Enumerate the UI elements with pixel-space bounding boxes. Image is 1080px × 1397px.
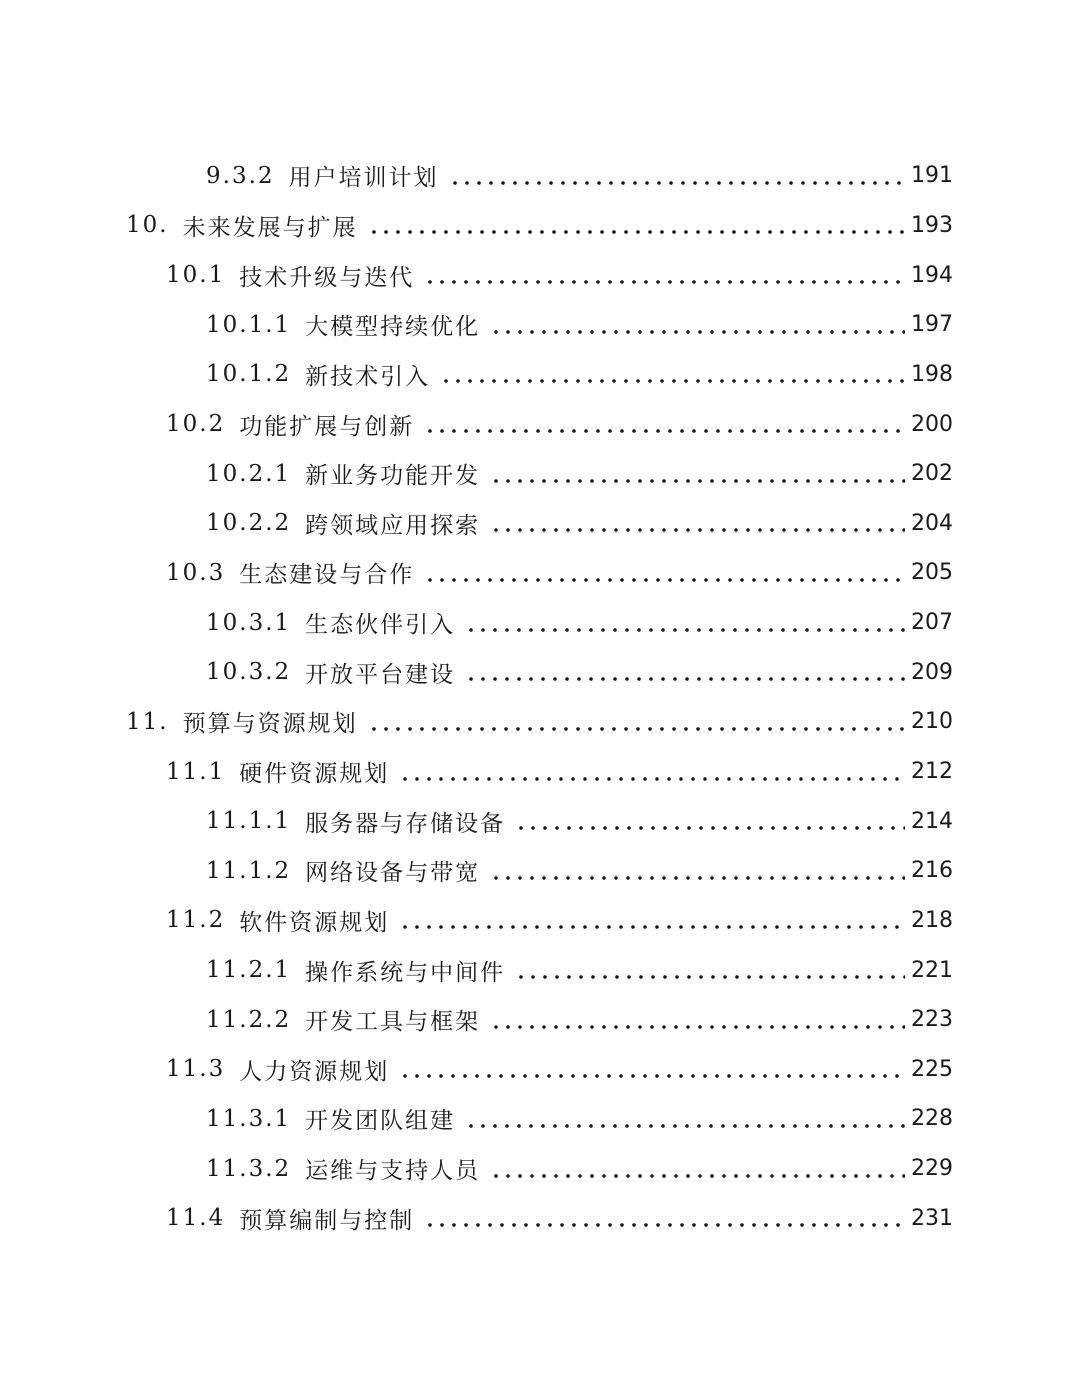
toc-entry-number: 11.1 xyxy=(166,758,226,785)
toc-entry[interactable] xyxy=(0,995,1080,1045)
dot-leader xyxy=(424,264,905,288)
toc-entry-page: 225 xyxy=(911,1056,953,1082)
toc-entry[interactable] xyxy=(0,598,1080,648)
dot-leader xyxy=(440,363,905,387)
toc-entry-number: 10. xyxy=(126,212,169,239)
toc-entry[interactable] xyxy=(0,498,1080,548)
dot-leader xyxy=(515,959,905,983)
toc-entry[interactable] xyxy=(0,350,1080,400)
dot-leader xyxy=(490,860,905,884)
toc-entry-title: 大模型持续优化 xyxy=(305,314,481,341)
dot-leader xyxy=(490,463,905,487)
toc-entry-title: 人力资源规划 xyxy=(239,1058,390,1085)
toc-entry-number: 11.3.2 xyxy=(206,1155,292,1182)
toc-entry[interactable] xyxy=(0,697,1080,747)
dot-leader xyxy=(368,711,905,735)
table-of-contents xyxy=(0,151,1080,1243)
toc-entry-page: 212 xyxy=(911,759,953,784)
toc-entry[interactable] xyxy=(0,1045,1080,1095)
dot-leader xyxy=(449,165,905,189)
toc-entry[interactable] xyxy=(0,896,1080,946)
toc-entry-page: 209 xyxy=(911,659,953,685)
toc-entry-number: 10.3.1 xyxy=(206,609,292,636)
toc-entry-number: 10.3 xyxy=(166,559,226,586)
dot-leader xyxy=(424,562,905,586)
toc-entry-title: 网络设备与带宽 xyxy=(305,860,481,887)
toc-entry-page: 231 xyxy=(911,1205,953,1231)
toc-entry-page: 229 xyxy=(911,1156,953,1182)
toc-entry-title: 运维与支持人员 xyxy=(305,1158,481,1185)
toc-entry-title: 跨领域应用探索 xyxy=(305,512,481,539)
toc-entry-page: 228 xyxy=(911,1106,953,1132)
dot-leader xyxy=(424,413,905,437)
toc-entry-page: 205 xyxy=(911,560,953,586)
toc-entry-number: 11.2 xyxy=(166,907,226,934)
toc-entry[interactable] xyxy=(0,250,1080,300)
dot-leader xyxy=(465,1108,905,1132)
toc-entry-page: 194 xyxy=(911,262,953,288)
dot-leader xyxy=(399,761,905,785)
toc-entry-number: 10.2.1 xyxy=(206,460,292,487)
toc-entry[interactable] xyxy=(0,647,1080,697)
toc-entry-title: 预算编制与控制 xyxy=(239,1207,415,1234)
toc-entry[interactable] xyxy=(0,449,1080,499)
dot-leader xyxy=(490,512,905,536)
toc-entry-title: 软件资源规划 xyxy=(239,909,390,936)
toc-entry-number: 10.1 xyxy=(166,262,226,289)
toc-entry-number: 10.3.2 xyxy=(206,659,292,686)
dot-leader xyxy=(465,612,905,636)
toc-entry-page: 204 xyxy=(911,510,953,536)
dot-leader xyxy=(368,214,905,238)
dot-leader xyxy=(424,1207,905,1231)
toc-entry-page: 193 xyxy=(911,212,953,238)
toc-entry[interactable] xyxy=(0,548,1080,598)
dot-leader xyxy=(490,1009,905,1033)
toc-entry-number: 11.4 xyxy=(166,1205,226,1232)
toc-entry-page: 191 xyxy=(911,163,953,189)
toc-entry-page: 218 xyxy=(911,907,953,933)
toc-entry-title: 用户培训计划 xyxy=(288,165,439,192)
toc-entry-page: 221 xyxy=(911,957,953,983)
toc-entry-page: 207 xyxy=(911,610,953,636)
toc-entry[interactable] xyxy=(0,796,1080,846)
toc-entry-number: 10.2 xyxy=(166,411,226,438)
toc-entry[interactable] xyxy=(0,300,1080,350)
toc-entry[interactable] xyxy=(0,151,1080,201)
toc-entry[interactable] xyxy=(0,399,1080,449)
toc-entry-title: 技术升级与迭代 xyxy=(239,264,415,291)
toc-entry-title: 功能扩展与创新 xyxy=(239,413,415,440)
toc-entry-number: 11.2.1 xyxy=(206,957,292,984)
toc-entry-title: 新业务功能开发 xyxy=(305,463,481,490)
toc-entry-number: 11. xyxy=(126,708,169,735)
toc-entry[interactable] xyxy=(0,945,1080,995)
toc-entry-number: 11.3.1 xyxy=(206,1105,292,1132)
dot-leader xyxy=(399,1058,905,1082)
toc-entry-page: 202 xyxy=(911,461,953,487)
toc-entry-number: 9.3.2 xyxy=(206,162,275,189)
toc-entry-number: 10.1.1 xyxy=(206,311,292,338)
toc-entry-page: 200 xyxy=(911,411,953,437)
dot-leader xyxy=(515,810,905,834)
toc-entry-title: 开发团队组建 xyxy=(305,1108,456,1135)
dot-leader xyxy=(490,1158,905,1182)
toc-entry-title: 硬件资源规划 xyxy=(239,761,390,787)
toc-entry-number: 11.3 xyxy=(166,1056,226,1083)
toc-entry-title: 未来发展与扩展 xyxy=(182,214,358,241)
toc-entry[interactable] xyxy=(0,1193,1080,1243)
toc-entry-title: 生态建设与合作 xyxy=(239,562,415,589)
toc-entry-title: 预算与资源规划 xyxy=(182,711,358,738)
toc-entry-title: 新技术引入 xyxy=(305,363,431,390)
dot-leader xyxy=(465,661,905,685)
toc-entry-number: 10.1.2 xyxy=(206,361,292,388)
toc-entry-number: 11.1.1 xyxy=(206,808,292,835)
dot-leader xyxy=(399,909,905,933)
toc-entry-title: 开发工具与框架 xyxy=(305,1009,481,1036)
toc-entry[interactable] xyxy=(0,846,1080,896)
dot-leader xyxy=(490,314,905,338)
toc-entry-page: 197 xyxy=(911,312,953,338)
toc-entry-page: 198 xyxy=(911,361,953,387)
toc-entry-page: 216 xyxy=(911,858,953,884)
toc-entry-title: 开放平台建设 xyxy=(305,661,456,688)
toc-entry[interactable] xyxy=(0,201,1080,251)
toc-entry-number: 11.1.2 xyxy=(206,857,292,884)
toc-entry-number: 10.2.2 xyxy=(206,510,292,537)
toc-entry-number: 11.2.2 xyxy=(206,1006,292,1033)
toc-entry-page: 214 xyxy=(911,808,953,834)
toc-entry-page: 210 xyxy=(911,709,953,735)
toc-entry[interactable] xyxy=(0,1144,1080,1194)
toc-entry[interactable] xyxy=(0,747,1080,797)
toc-entry-title: 操作系统与中间件 xyxy=(305,959,506,986)
toc-entry-title: 生态伙伴引入 xyxy=(305,612,456,639)
toc-entry[interactable] xyxy=(0,1094,1080,1144)
toc-entry-title: 服务器与存储设备 xyxy=(305,810,506,837)
toc-entry-page: 223 xyxy=(911,1007,953,1033)
